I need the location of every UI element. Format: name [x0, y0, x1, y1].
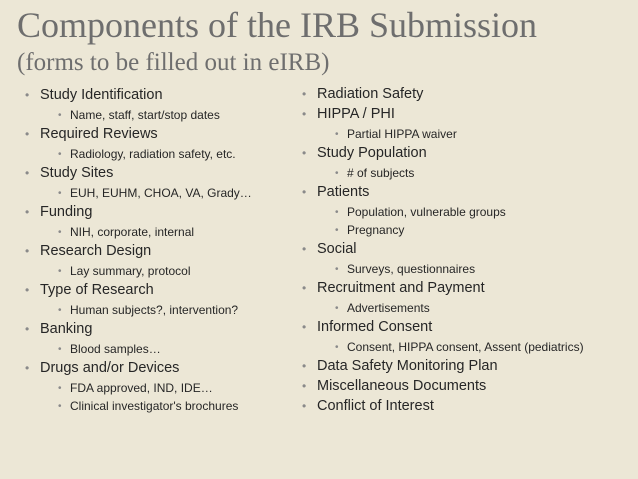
bullet-item [300, 378, 630, 395]
sub-bullet-list [333, 166, 630, 181]
bullet-label: Banking [40, 321, 93, 337]
bullet-item [23, 87, 285, 123]
bullet-label: Radiation Safety [317, 86, 424, 102]
sub-bullet-item [56, 381, 285, 396]
bullet-label: Social [317, 241, 357, 257]
bullet-item [300, 280, 630, 316]
sub-bullet-icon: • [335, 342, 339, 353]
slide-subtitle: (forms to be filled out in eIRB) [17, 49, 330, 76]
sub-bullet-list [333, 301, 630, 316]
bullet-label: Study Population [317, 145, 427, 161]
bullet-item [23, 321, 285, 357]
sub-bullet-item [56, 147, 285, 162]
bullet-item [23, 243, 285, 279]
sub-bullet-label: Radiology, radiation safety, etc. [70, 147, 236, 161]
bullet-item [300, 86, 630, 103]
sub-bullet-list [56, 147, 285, 162]
bullet-icon: • [25, 166, 30, 180]
sub-bullet-item [333, 205, 630, 220]
sub-bullet-item [56, 399, 285, 414]
sub-bullet-icon: • [58, 227, 62, 238]
bullet-label: Conflict of Interest [317, 398, 434, 414]
title-block [17, 4, 627, 78]
sub-bullet-item [56, 108, 285, 123]
slide-title: Components of the IRB Submission [17, 5, 538, 45]
bullet-icon: • [302, 281, 307, 295]
bullet-label: Funding [40, 204, 93, 220]
bullet-label: Study Sites [40, 165, 114, 181]
left-column [23, 87, 285, 414]
bullet-icon: • [25, 322, 30, 336]
sub-bullet-label: Consent, HIPPA consent, Assent (pediatrics) [347, 340, 584, 354]
sub-bullet-label: NIH, corporate, internal [70, 225, 195, 239]
sub-bullet-list [56, 225, 285, 240]
bullet-icon: • [25, 283, 30, 297]
sub-bullet-icon: • [58, 305, 62, 316]
bullet-icon: • [302, 87, 307, 101]
sub-bullet-icon: • [58, 401, 62, 412]
bullet-item [23, 282, 285, 318]
sub-bullet-label: Name, staff, start/stop dates [70, 108, 220, 122]
bullet-label: Research Design [40, 243, 152, 259]
bullet-icon: • [302, 107, 307, 121]
bullet-label: Drugs and/or Devices [40, 360, 180, 376]
bullet-icon: • [25, 127, 30, 141]
sub-bullet-list [56, 381, 285, 414]
bullet-icon: • [25, 205, 30, 219]
bullet-icon: • [302, 320, 307, 334]
bullet-item [300, 319, 630, 355]
bullet-label: Type of Research [40, 282, 154, 298]
bullet-item [23, 126, 285, 162]
sub-bullet-list [56, 264, 285, 279]
sub-bullet-icon: • [58, 266, 62, 277]
sub-bullet-icon: • [335, 225, 339, 236]
sub-bullet-list [56, 186, 285, 201]
bullet-icon: • [302, 242, 307, 256]
bullet-icon: • [25, 88, 30, 102]
sub-bullet-label: FDA approved, IND, IDE… [70, 381, 213, 395]
sub-bullet-icon: • [335, 168, 339, 179]
bullet-item [300, 184, 630, 238]
bullet-icon: • [302, 185, 307, 199]
bullet-item [300, 145, 630, 181]
bullet-item [300, 106, 630, 142]
sub-bullet-item [333, 340, 638, 355]
right-bullet-list [300, 86, 630, 415]
sub-bullet-list [56, 108, 285, 123]
bullet-label: Study Identification [40, 87, 163, 103]
sub-bullet-label: Pregnancy [347, 223, 405, 237]
bullet-icon: • [302, 399, 307, 413]
sub-bullet-icon: • [58, 188, 62, 199]
sub-bullet-list [333, 127, 630, 142]
sub-bullet-label: Advertisements [347, 301, 430, 315]
sub-bullet-icon: • [335, 129, 339, 140]
bullet-item [23, 165, 285, 201]
bullet-icon: • [25, 361, 30, 375]
sub-bullet-icon: • [335, 264, 339, 275]
sub-bullet-icon: • [58, 149, 62, 160]
sub-bullet-icon: • [335, 207, 339, 218]
left-bullet-list [23, 87, 285, 414]
sub-bullet-item [333, 223, 630, 238]
bullet-item [300, 398, 630, 415]
bullet-item [23, 360, 285, 414]
sub-bullet-item [333, 301, 630, 316]
bullet-icon: • [302, 359, 307, 373]
right-column [300, 86, 630, 415]
sub-bullet-item [56, 264, 285, 279]
sub-bullet-icon: • [58, 344, 62, 355]
bullet-icon: • [25, 244, 30, 258]
bullet-label: HIPPA / PHI [317, 106, 395, 122]
sub-bullet-label: Clinical investigator's brochures [70, 399, 239, 413]
bullet-item [300, 241, 630, 277]
bullet-label: Informed Consent [317, 319, 433, 335]
sub-bullet-item [333, 262, 630, 277]
sub-bullet-label: Partial HIPPA waiver [347, 127, 457, 141]
sub-bullet-icon: • [335, 303, 339, 314]
sub-bullet-icon: • [58, 110, 62, 121]
sub-bullet-item [56, 342, 285, 357]
sub-bullet-label: Surveys, questionnaires [347, 262, 476, 276]
bullet-label: Recruitment and Payment [317, 280, 485, 296]
bullet-label: Miscellaneous Documents [317, 378, 487, 394]
bullet-label: Patients [317, 184, 370, 200]
sub-bullet-icon: • [58, 383, 62, 394]
sub-bullet-label: Human subjects?, intervention? [70, 303, 239, 317]
sub-bullet-list [333, 340, 630, 355]
sub-bullet-item [56, 303, 285, 318]
sub-bullet-list [333, 262, 630, 277]
sub-bullet-label: Population, vulnerable groups [347, 205, 506, 219]
sub-bullet-item [333, 166, 630, 181]
sub-bullet-label: # of subjects [347, 166, 415, 180]
sub-bullet-item [333, 127, 630, 142]
sub-bullet-item [56, 186, 285, 201]
sub-bullet-label: EUH, EUHM, CHOA, VA, Grady… [70, 186, 252, 200]
bullet-item [300, 358, 630, 375]
sub-bullet-label: Blood samples… [70, 342, 161, 356]
sub-bullet-list [333, 205, 630, 238]
sub-bullet-label: Lay summary, protocol [70, 264, 191, 278]
bullet-item [23, 204, 285, 240]
sub-bullet-list [56, 342, 285, 357]
sub-bullet-list [56, 303, 285, 318]
bullet-label: Data Safety Monitoring Plan [317, 358, 498, 374]
bullet-icon: • [302, 379, 307, 393]
bullet-label: Required Reviews [40, 126, 158, 142]
sub-bullet-item [56, 225, 285, 240]
bullet-icon: • [302, 146, 307, 160]
